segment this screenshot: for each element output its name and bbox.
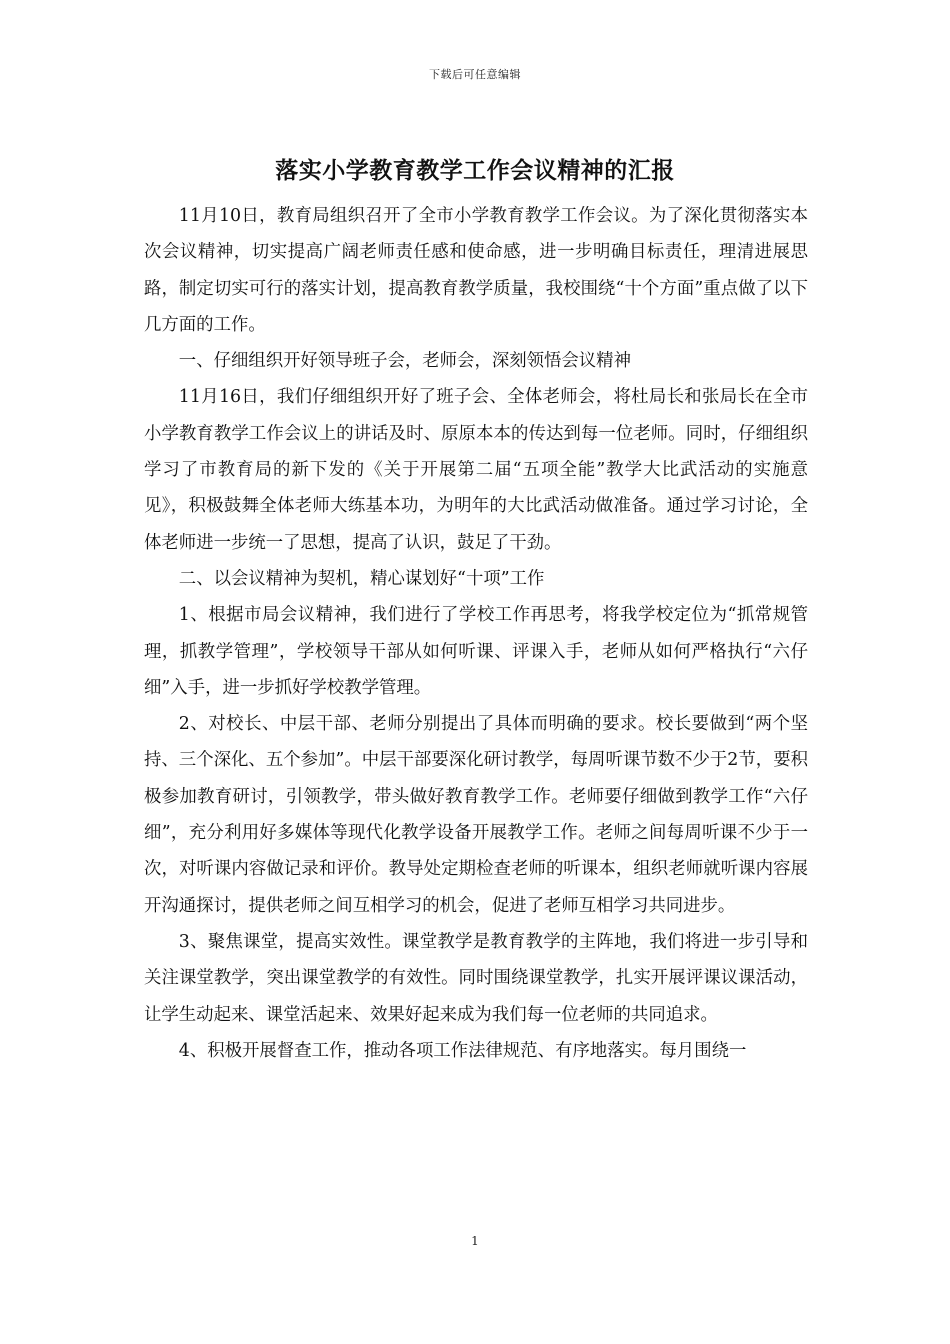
paragraph-item-2: 2、对校长、中层干部、老师分别提出了具体而明确的要求。校长要做到“两个坚持、三个深化、五个参加”。中层干部要深化研讨教学，每周听课节数不少于2节，要积极参加教育研讨，引领教学，带头做好教育教学工作。老师要仔细做到教学工作“六仔细”，充分利用好多媒体等现代化教学设备开展教学工作。老师之间每周听课不少于一次，对听课内容做记录和评价。教导处定期检查老师的听课本，组织老师就听课内容展开沟通探讨，提供老师之间互相学习的机会，促进了老师互相学习共同进步。: [144, 714, 808, 916]
paragraph-item-1: 1、根据市局会议精神，我们进行了学校工作再思考，将我学校定位为“抓常规管理，抓教学管理”，学校领导干部从如何听课、评课入手，老师从如何严格执行“六仔细”入手，进一步抓好学校教学管理。: [144, 605, 808, 698]
header-note: 下载后可任意编辑: [429, 68, 521, 81]
paragraph-item-3: 3、聚焦课堂，提高实效性。课堂教学是教育教学的主阵地，我们将进一步引导和关注课堂教学，突出课堂教学的有效性。同时围绕课堂教学，扎实开展评课议课活动，让学生动起来、课堂活起来、效果好起来成为我们每一位老师的共同追求。: [144, 931, 808, 1025]
page-number: 1: [471, 1234, 479, 1248]
paragraph-item-4: 4、积极开展督查工作，推动各项工作法律规范、有序地落实。每月围绕一: [178, 1040, 747, 1061]
paragraph-intro: 11月10日，教育局组织召开了全市小学教育教学工作会议。为了深化贯彻落实本次会议精神，切实提高广阔老师责任感和使命感，进一步明确目标责任，理清进展思路，制定切实可行的落实计划，提高教育教学质量，我校围绕“十个方面”重点做了以下几方面的工作。: [144, 206, 808, 335]
document-title: 落实小学教育教学工作会议精神的汇报: [275, 158, 675, 184]
section-heading-2: 二、以会议精神为契机，精心谋划好“十项”工作: [178, 568, 545, 589]
document-body: [144, 198, 808, 1069]
paragraph-section-1: 11月16日，我们仔细组织开好了班子会、全体老师会，将杜局长和张局长在全市小学教育教学工作会议上的讲话及时、原原本本的传达到每一位老师。同时，仔细组织学习了市教育局的新下发的《关于开展第二届“五项全能”教学大比武活动的实施意见》，积极鼓舞全体老师大练基本功，为明年的大比武活动做准备。通过学习讨论，全体老师进一步统一了思想，提高了认识，鼓足了干劲。: [144, 387, 808, 553]
section-heading-1: 一、仔细组织开好领导班子会，老师会，深刻领悟会议精神: [178, 351, 631, 372]
